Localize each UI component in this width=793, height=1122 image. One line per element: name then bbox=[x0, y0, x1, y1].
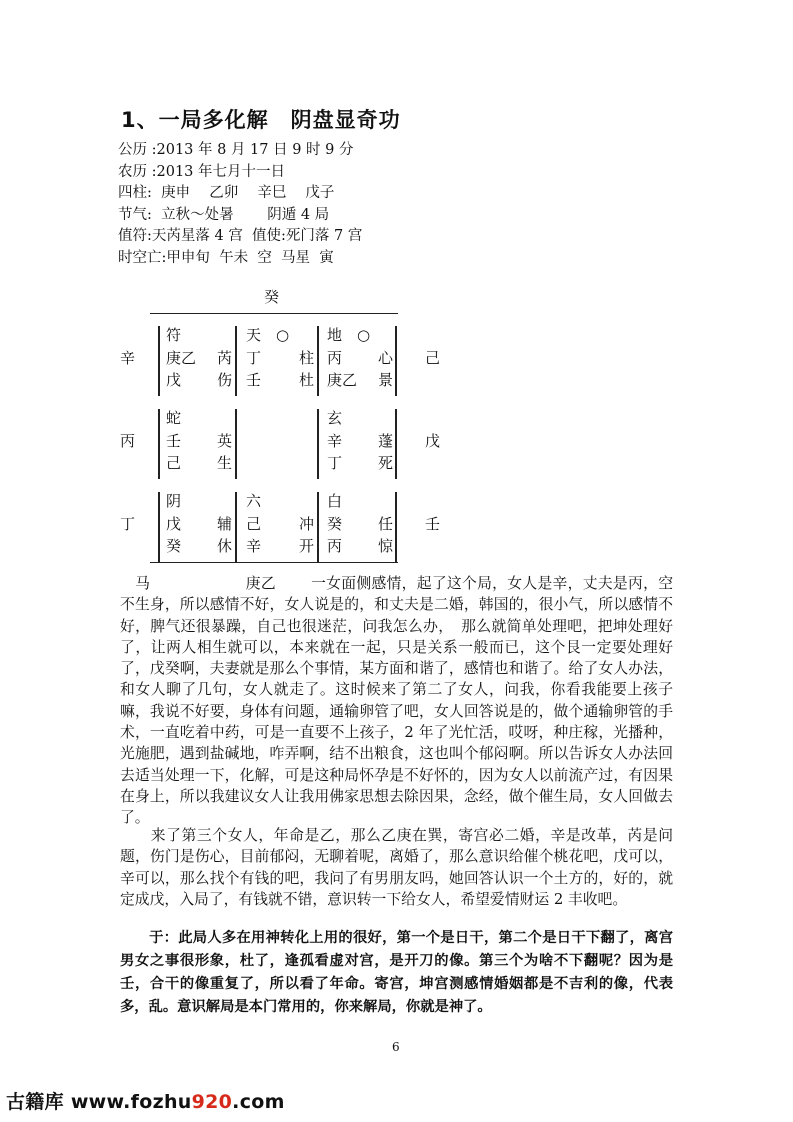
cell-text: 景 bbox=[377, 371, 393, 389]
void-info: 时空亡:甲申旬 午未 空 马星 寅 bbox=[118, 249, 334, 266]
solar-term: 节气: 立秋～处暑 阴遁 4 局 bbox=[118, 206, 330, 223]
cell-text: 辛 bbox=[246, 537, 262, 555]
grid-line bbox=[317, 409, 319, 479]
grid-line bbox=[317, 492, 319, 562]
cell-text: 庚乙 bbox=[166, 348, 197, 367]
four-pillars: 四柱: 庚申 乙卯 辛巳 戊子 bbox=[118, 185, 335, 202]
cell-text: 开 bbox=[298, 537, 314, 555]
cell-text: 辅 bbox=[216, 514, 232, 533]
cell-text: 地 ○ bbox=[327, 326, 371, 344]
cell-text: 丙 bbox=[327, 537, 343, 555]
cell-text: 壬 bbox=[166, 431, 182, 450]
page-title: 1、一局多化解 阴盘显奇功 bbox=[121, 108, 401, 132]
chart-top-stem: 癸 bbox=[264, 288, 280, 306]
palace-1 bbox=[246, 490, 314, 558]
cell-text: 蛇 bbox=[166, 409, 182, 427]
cell-text: 芮 bbox=[216, 348, 232, 367]
cell-text: 丙 bbox=[327, 348, 343, 367]
cell-text: 冲 bbox=[298, 514, 314, 533]
cell-text: 伤 bbox=[216, 371, 232, 389]
chart-info bbox=[118, 140, 362, 270]
cell-text: 玄 bbox=[327, 409, 343, 427]
grid-line bbox=[235, 409, 237, 479]
right-stem-3: 壬 bbox=[425, 515, 441, 533]
solar-date: 公历 :2013 年 8 月 17 日 9 时 9 分 bbox=[118, 142, 354, 158]
cell-text: 心 bbox=[377, 348, 393, 367]
cell-text: 柱 bbox=[298, 348, 314, 367]
qimen-chart-grid bbox=[150, 313, 398, 563]
cell-text: 己 bbox=[246, 514, 262, 533]
cell-text: 生 bbox=[216, 454, 232, 472]
cell-text: 英 bbox=[216, 431, 232, 450]
footer-text: .com bbox=[232, 1091, 285, 1113]
body-paragraph: 马 庚乙 一女面侧感情，起了这个局，女人是辛，丈夫是丙，空不生身，所以感情不好，女人说是的，和丈夫是二婚，韩国的，很小气，所以感情不好，脾气还很暴躁，自己也很迷茫，问我怎么办， 那么就简单处理吧，把坤处理好了，让两人相生就可以，本来就在一起，只是关系一般而已，这个艮一定要处理好了，戊癸啊，夫妻就是那么个事情，某方面和谐了，感情也和谐了。给了女人办法，和女人聊了几句，女人就走了。这时候来了第二了女人，问我，你看我能要上孩子嘛，我说不好要，身体有问题，通输卵管了吧，女人回答说是的，做个通输卵管的手术，一直吃着中药，可是一直要不上孩子，2 年了光忙活，哎呀，种庄稼，光播种，光施肥，遇到盐碱地，咋弄啊，结不出粮食，这也叫个郁闷啊。所以告诉女人办法回去适当处理一下，化解，可是这种局怀孕是不好怀的，因为女人以前流产过，有因果在身上，所以我建议女人让我用佛家思想去除因果，念经，做个催生局，女人回做去了。 bbox=[120, 575, 673, 827]
cell-text: 死 bbox=[377, 454, 393, 472]
cell-text: 白 bbox=[327, 492, 343, 510]
grid-line bbox=[317, 326, 319, 396]
grid-line bbox=[395, 492, 397, 562]
grid-line bbox=[158, 326, 160, 396]
grid-line bbox=[395, 409, 397, 479]
cell-text: 杜 bbox=[298, 371, 314, 389]
palace-6 bbox=[327, 490, 393, 558]
cell-text: 阴 bbox=[166, 492, 182, 510]
cell-text: 癸 bbox=[166, 537, 182, 555]
cell-text: 符 bbox=[166, 326, 182, 344]
page-number: 6 bbox=[392, 1040, 400, 1054]
lunar-date: 农历 :2013 年七月十一日 bbox=[118, 163, 286, 180]
grid-line bbox=[395, 326, 397, 396]
palace-9 bbox=[246, 324, 314, 392]
palace-7 bbox=[327, 407, 393, 475]
cell-text: 任 bbox=[377, 514, 393, 533]
left-stem-3: 丁 bbox=[120, 515, 136, 533]
cell-text: 天 ○ bbox=[246, 326, 290, 344]
left-stem-2: 丙 bbox=[120, 432, 136, 450]
palace-4 bbox=[166, 324, 232, 392]
left-stem-1: 辛 bbox=[120, 349, 136, 367]
duty-info: 值符:天芮星落 4 宫 值使:死门落 7 宫 bbox=[118, 228, 363, 245]
cell-text: 癸 bbox=[327, 514, 343, 533]
cell-text: 丁 bbox=[246, 348, 262, 367]
cell-text: 庚乙 bbox=[327, 371, 358, 389]
grid-line bbox=[158, 492, 160, 562]
cell-text: 休 bbox=[216, 537, 232, 555]
cell-text: 壬 bbox=[246, 371, 262, 389]
cell-text: 六 bbox=[246, 492, 262, 510]
cell-text: 戊 bbox=[166, 514, 182, 533]
grid-line bbox=[235, 492, 237, 562]
right-stem-2: 戊 bbox=[425, 432, 441, 450]
grid-line bbox=[158, 409, 160, 479]
footer-text: 古籍库 www.fozhu bbox=[6, 1091, 192, 1113]
cell-text: 戊 bbox=[166, 371, 182, 389]
cell-text: 惊 bbox=[377, 537, 393, 555]
cell-text: 丁 bbox=[327, 454, 343, 472]
grid-line bbox=[235, 326, 237, 396]
palace-8 bbox=[166, 490, 232, 558]
palace-3 bbox=[166, 407, 232, 475]
footer-watermark bbox=[6, 1087, 285, 1114]
cell-text: 己 bbox=[166, 454, 182, 472]
right-stem-1: 己 bbox=[425, 349, 441, 367]
cell-text: 辛 bbox=[327, 431, 343, 450]
commentary-paragraph: 于：此局人多在用神转化上用的很好，第一个是日干，第二个是日干下翻了，离宫男女之事很形象，杜了，逢孤看虚对宫，是开刀的像。第三个为啥不下翻呢？因为是壬，合干的像重复了，所以看了年命。寄宫，坤宫测感情婚姻都是不吉利的像，代表多，乱。意识解局是本门常用的，你来解局，你就是神了。 bbox=[120, 930, 673, 1015]
palace-2 bbox=[327, 324, 393, 392]
footer-highlight: 920 bbox=[191, 1091, 233, 1113]
cell-text: 蓬 bbox=[377, 431, 393, 450]
body-paragraph: 来了第三个女人，年命是乙，那么乙庚在巽，寄宫必二婚，辛是改革，芮是问题，伤门是伤心，目前郁闷，无聊着呢，离婚了，那么意识给催个桃花吧，戊可以，辛可以，那么找个有钱的吧，我问了有男朋友吗，她回答认识一个土方的，好的，就定成戊，入局了，有钱就不错，意识转一下给女人，希望爱情财运 2 丰收吧。 bbox=[120, 827, 673, 908]
